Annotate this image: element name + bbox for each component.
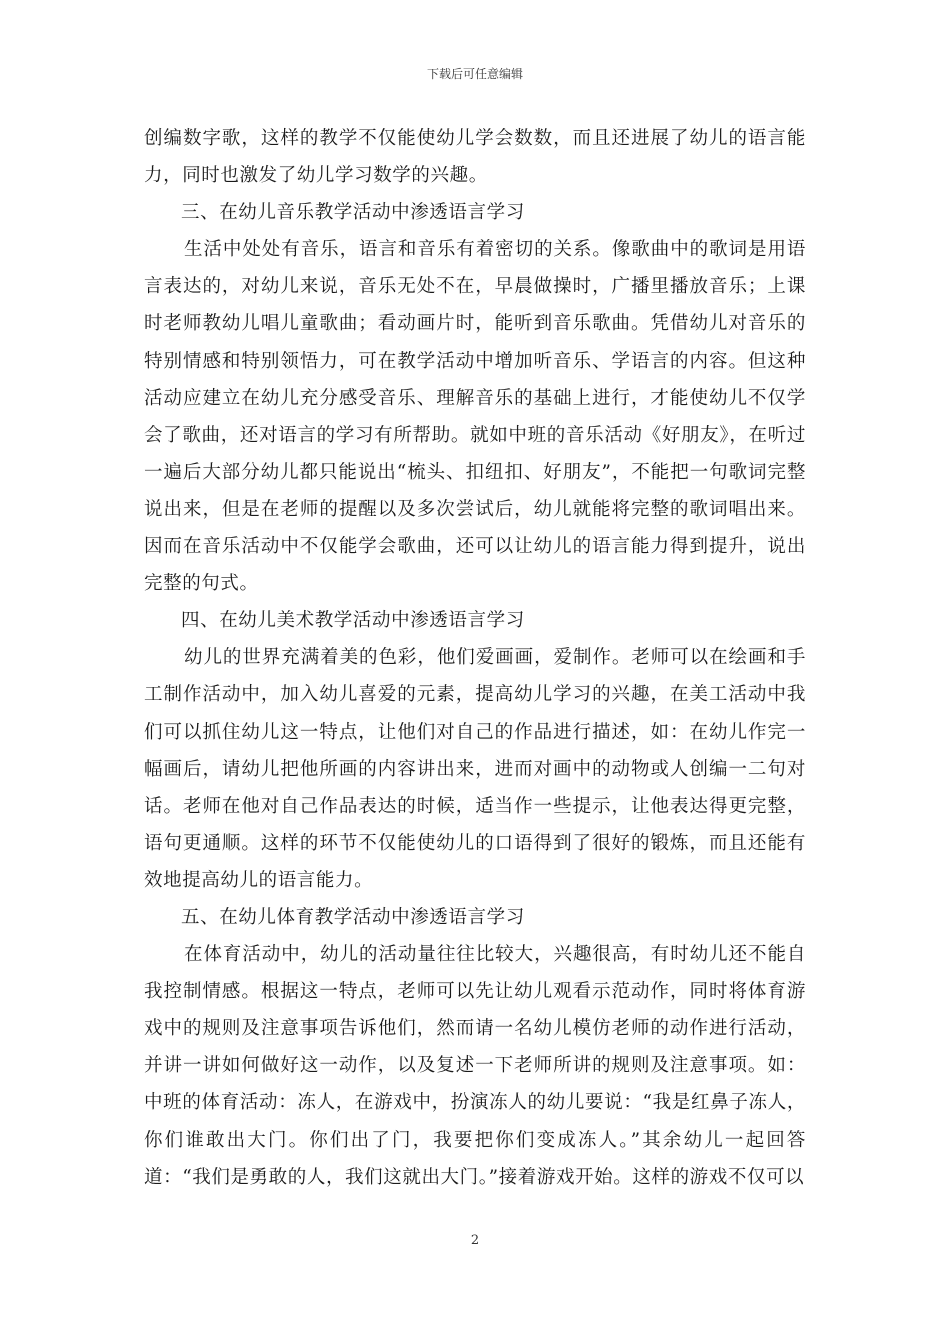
section-heading-sports: 五、在幼儿体育教学活动中渗透语言学习 xyxy=(181,906,525,928)
paragraph-continuation: 创编数字歌，这样的教学不仅能使幼儿学会数数，而且还进展了幼儿的语言能力，同时也激发了幼儿学习数学的兴趣。 xyxy=(144,128,806,187)
section-heading-music: 三、在幼儿音乐教学活动中渗透语言学习 xyxy=(181,202,525,224)
section-heading-art: 四、在幼儿美术教学活动中渗透语言学习 xyxy=(181,610,525,632)
paragraph-sports: 在体育活动中，幼儿的活动量往往比较大，兴趣很高，有时幼儿还不能自我控制情感。根据这一特点，老师可以先让幼儿观看示范动作，同时将体育游戏中的规则及注意事项告诉他们，然而请一名幼儿模仿老师的动作进行活动，并讲一讲如何做好这一动作，以及复述一下老师所讲的规则及注意事项。如：中班的体育活动：冻人，在游戏中，扮演冻人的幼儿要说：“我是红鼻子冻人，你们谁敢出大门。你们出了门，我要把你们变成冻人。”其余幼儿一起回答道：“我们是勇敢的人，我们这就出大门。”接着游戏开始。这样的游戏不仅可以 xyxy=(144,944,806,1188)
page-number: 2 xyxy=(470,1233,480,1248)
paragraph-art: 幼儿的世界充满着美的色彩，他们爱画画，爱制作。老师可以在绘画和手工制作活动中，加入幼儿喜爱的元素，提高幼儿学习的兴趣，在美工活动中我们可以抓住幼儿这一特点，让他们对自己的作品进行描述，如：在幼儿作完一幅画后，请幼儿把他所画的内容讲出来，进而对画中的动物或人创编一二句对话。老师在他对自己作品表达的时候，适当作一些提示，让他表达得更完整，语句更通顺。这样的环节不仅能使幼儿的口语得到了很好的锻炼，而且还能有效地提高幼儿的语言能力。 xyxy=(144,647,806,891)
page-header: 下载后可任意编辑 xyxy=(426,67,523,81)
document-body xyxy=(144,120,806,1196)
paragraph-music: 生活中处处有音乐，语言和音乐有着密切的关系。像歌曲中的歌词是用语言表达的，对幼儿来说，音乐无处不在，早晨做操时，广播里播放音乐；上课时老师教幼儿唱儿童歌曲；看动画片时，能听到音乐歌曲。凭借幼儿对音乐的特别情感和特别领悟力，可在教学活动中增加听音乐、学语言的内容。但这种活动应建立在幼儿充分感受音乐、理解音乐的基础上进行，才能使幼儿不仅学会了歌曲，还对语言的学习有所帮助。就如中班的音乐活动《好朋友》，在听过一遍后大部分幼儿都只能说出“梳头、扣纽扣、好朋友”，不能把一句歌词完整说出来，但是在老师的提醒以及多次尝试后，幼儿就能将完整的歌词唱出来。因而在音乐活动中不仅能学会歌曲，还可以让幼儿的语言能力得到提升，说出完整的句式。 xyxy=(144,239,806,595)
